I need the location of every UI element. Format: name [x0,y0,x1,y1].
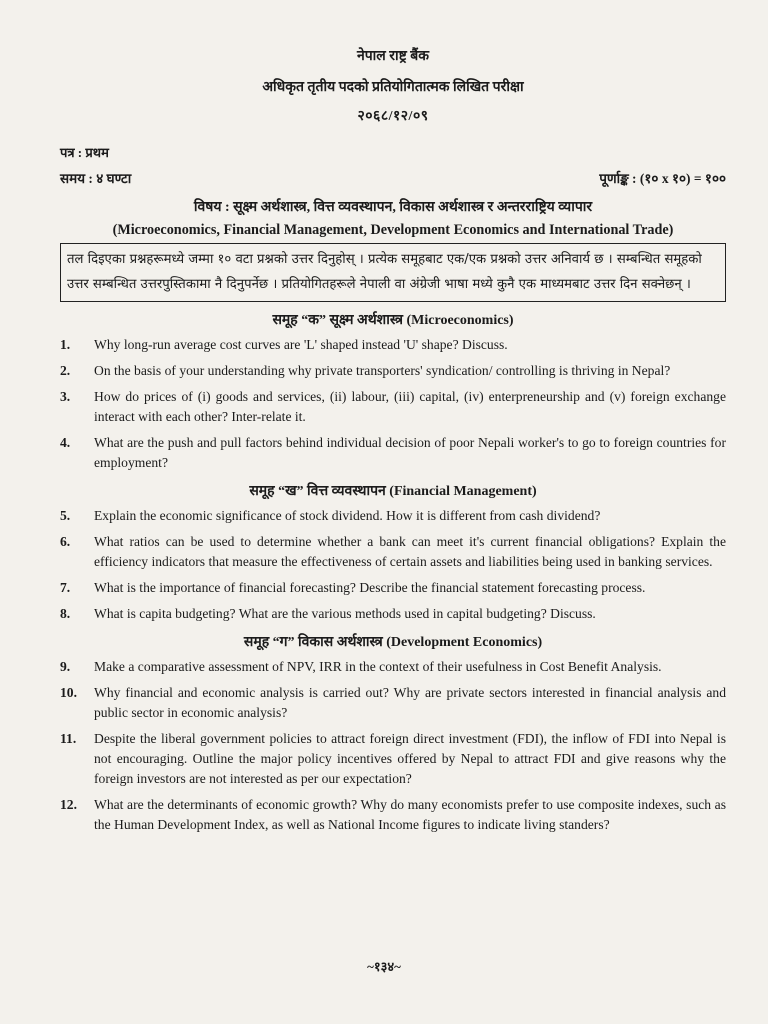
subject-nepali: विषय : सूक्ष्म अर्थशास्त्र, वित्त व्यवस्थापन, विकास अर्थशास्त्र र अन्तरराष्ट्रिय व्यापार [193,200,593,215]
question-text: What are the determinants of economic growth? Why do many economists prefer to use composite indexes, such as the Human Development Index, as well as National Income figures to indicate living standers? [94,797,726,832]
section-title: समूह “क” सूक्ष्म अर्थशास्त्र (Microeconomics) [272,313,514,328]
question-text: How do prices of (i) goods and services, (ii) labour, (iii) capital, (iv) enterpreneurship and (v) foreign exchange interact with each other? Inter-relate it. [94,389,726,424]
question-item [60,683,726,723]
question-text: Despite the liberal government policies to attract foreign direct investment (FDI), the inflow of FDI into Nepal is not encouraging. Outline the major policy incentives offered by Nepal to attract FDI and give reasons why the foreign investors are not interested as per our expectation? [94,731,726,786]
section-financial-management [60,481,726,624]
question-text: Explain the economic significance of stock dividend. How it is different from cash dividend? [94,508,601,523]
instructions-box: तल दिइएका प्रश्नहरूमध्ये जम्मा १० वटा प्रश्नको उत्तर दिनुहोस् । प्रत्येक समूहबाट एक/एक प्रश्नको उत्तर अनिवार्य छ । सम्बन्धित समूहको उत्तर सम्बन्धित उत्तरपुस्तिकामा नै दिनुपर्नेछ । प्रतियोगितहरूले नेपाली वा अंग्रेजी भाषा मध्ये कुनै एक माध्यमबाट उत्तर दिन सक्नेछन् । [60,243,726,302]
question-number: 6. [60,534,71,549]
time-label: समय : ४ घण्टा [60,171,132,186]
question-number: 1. [60,337,71,352]
question-item [60,578,726,598]
question-item [60,532,726,572]
question-item [60,335,726,355]
exam-title: अधिकृत तृतीय पदको प्रतियोगितात्मक लिखित परीक्षा [262,80,524,95]
question-number: 5. [60,508,71,523]
question-text: Why long-run average cost curves are 'L' shaped instead 'U' shape? Discuss. [94,337,508,352]
question-item [60,604,726,624]
organization-name: नेपाल राष्ट्र बैंक [356,49,430,64]
question-number: 4. [60,435,71,450]
question-item [60,506,726,526]
question-text: What are the push and pull factors behind individual decision of poor Nepali worker's to go to foreign countries for employment? [94,435,726,470]
question-item [60,433,726,473]
full-marks-label: पूर्णाङ्क : (१० x १०) = १०० [599,171,726,186]
question-number: 3. [60,389,71,404]
question-number: 10. [60,685,77,700]
question-number: 11. [60,731,77,746]
question-item [60,361,726,381]
question-number: 8. [60,606,71,621]
section-title: समूह “ग” विकास अर्थशास्त्र (Development Economics) [243,635,543,650]
section-title: समूह “ख” वित्त व्यवस्थापन (Financial Management) [249,484,537,499]
question-text: What is the importance of financial forecasting? Describe the financial statement forecasting process. [94,580,646,595]
paper-label: पत्र : प्रथम [60,145,109,160]
question-number: 9. [60,659,71,674]
question-item [60,387,726,427]
exam-paper [60,46,726,835]
exam-date: २०६८/१२/०९ [357,109,429,124]
page-number: ~१३४~ [367,959,401,974]
question-text: On the basis of your understanding why private transporters' syndication/ controlling is thriving in Nepal? [94,363,671,378]
question-text: What is capita budgeting? What are the various methods used in capital budgeting? Discuss. [94,606,596,621]
question-text: What ratios can be used to determine whether a bank can meet it's current financial obligations? Explain the efficiency indicators that measure the effectiveness of certain assets and liabilities being used in banking services. [94,534,726,569]
question-number: 12. [60,797,77,812]
time-marks-row [60,169,726,187]
question-item [60,729,726,789]
question-text: Why financial and economic analysis is carried out? Why are private sectors interested in financial analysis and public sector in economic analysis? [94,685,726,720]
question-number: 2. [60,363,71,378]
section-development-economics [60,632,726,835]
question-item [60,657,726,677]
section-microeconomics [60,310,726,473]
question-text: Make a comparative assessment of NPV, IRR in the context of their usefulness in Cost Benefit Analysis. [94,659,662,674]
question-number: 7. [60,580,71,595]
subject-english: (Microeconomics, Financial Management, Development Economics and International Trade) [112,222,674,238]
question-item [60,795,726,835]
